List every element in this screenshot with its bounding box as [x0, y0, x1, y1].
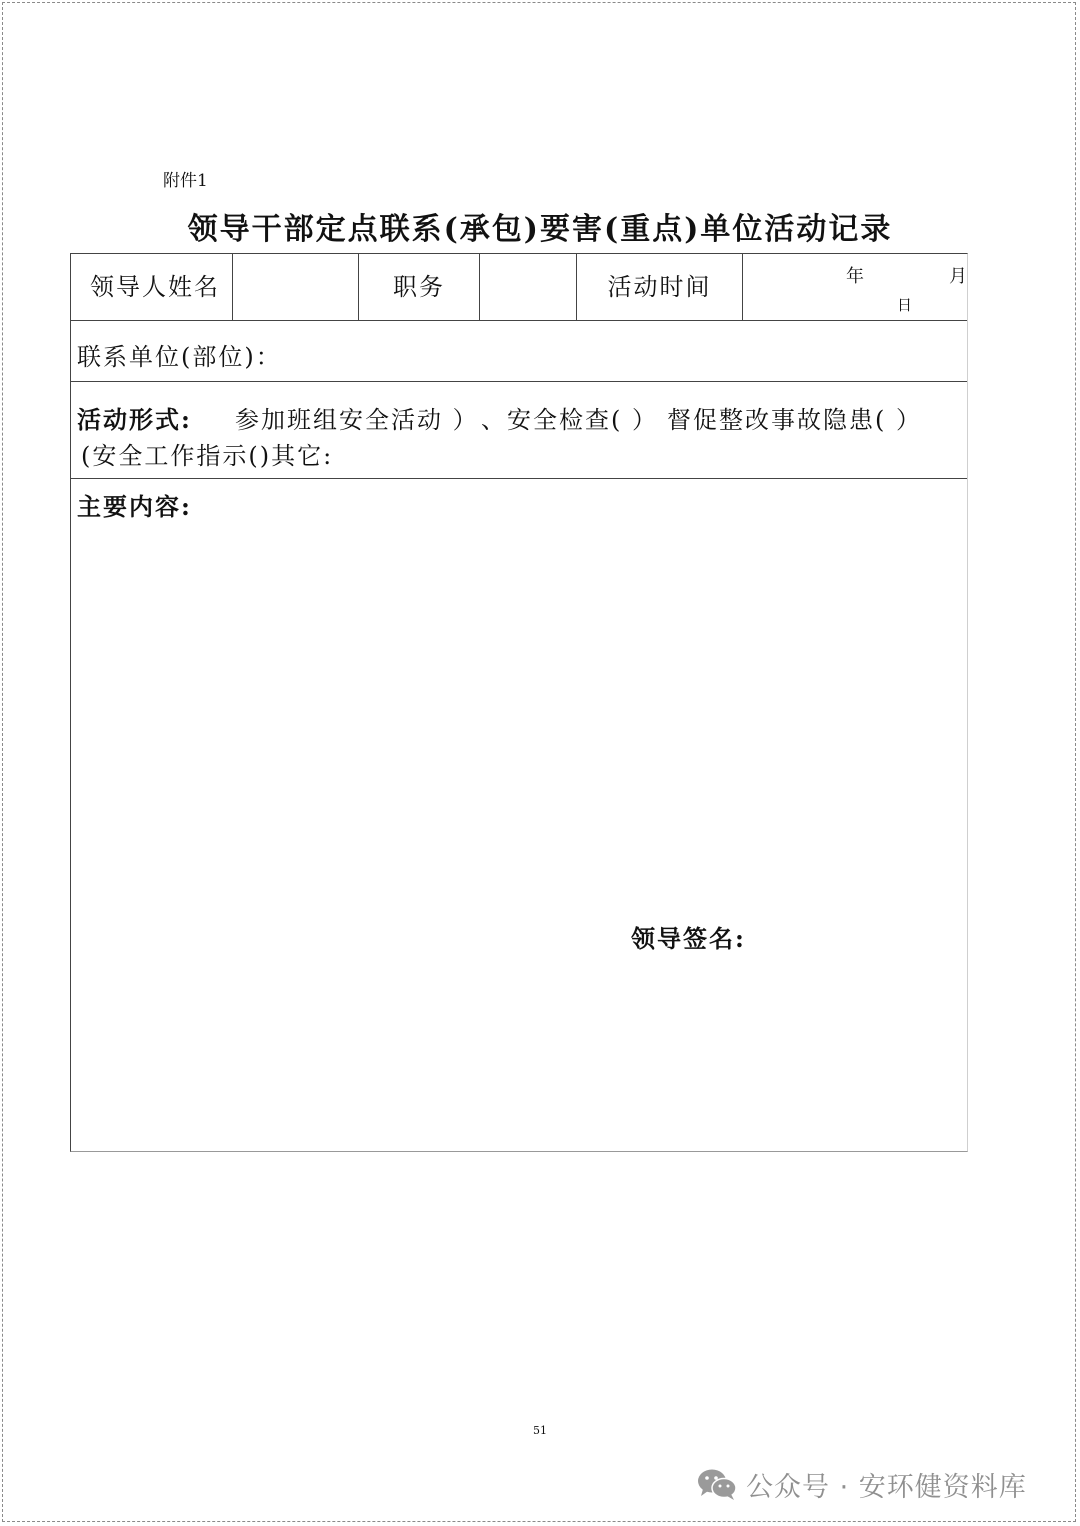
activity-date-field[interactable] [743, 254, 968, 320]
attachment-label: 附件1 [163, 171, 208, 191]
main-content-label: 主要内容: [77, 492, 192, 521]
record-form [70, 253, 968, 1152]
header-row [71, 254, 967, 321]
option-safety-inspection[interactable]: 、安全检查( ） [481, 406, 658, 434]
page-number: 51 [533, 1424, 547, 1437]
activity-time-label: 活动时间 [577, 254, 743, 320]
option-safety-instruction-other[interactable]: (安全工作指示()其它: [81, 442, 334, 470]
activity-form-label: 活动形式: [77, 405, 192, 434]
watermark [696, 1466, 1027, 1502]
leader-name-label: 领导人姓名 [71, 254, 233, 320]
main-content-area[interactable] [71, 479, 967, 1151]
date-year-label: 年 [846, 266, 864, 287]
document-title: 领导干部定点联系(承包)要害(重点)单位活动记录 [187, 212, 893, 247]
option-hazard-rectification[interactable]: 督促整改事故隐患( ） [667, 406, 922, 434]
contact-unit-row[interactable] [71, 321, 967, 382]
date-month-label: 月 [949, 266, 967, 287]
activity-form-row [71, 382, 967, 479]
position-label: 职务 [359, 254, 480, 320]
leader-signature-label: 领导签名: [631, 924, 746, 953]
contact-unit-label: 联系单位(部位)： [77, 343, 282, 371]
position-field[interactable] [480, 254, 577, 320]
leader-name-field[interactable] [233, 254, 359, 320]
option-team-safety-activity[interactable]: 参加班组安全活动 ） [235, 406, 479, 434]
wechat-icon [696, 1467, 738, 1501]
watermark-text: 公众号 · 安环健资料库 [746, 1471, 1027, 1503]
date-day-label: 日 [897, 296, 913, 314]
